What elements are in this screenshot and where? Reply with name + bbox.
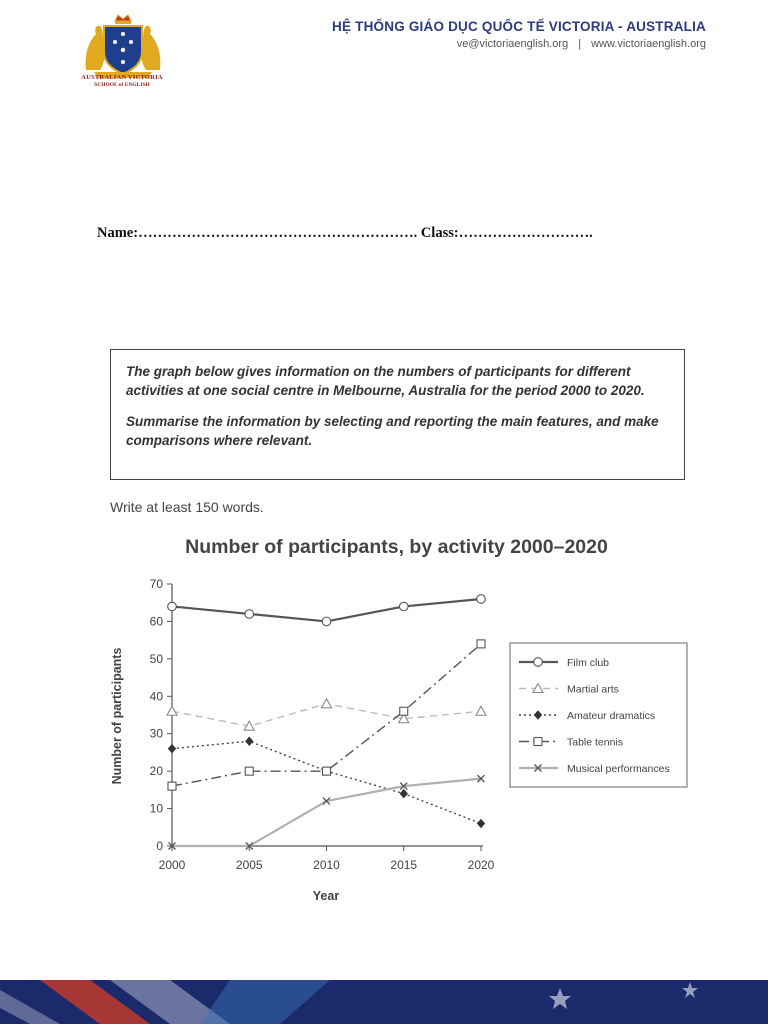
point-table-tennis: [245, 767, 253, 775]
legend-marker-table-tennis: [534, 738, 542, 746]
point-table-tennis: [400, 707, 408, 715]
point-table-tennis: [477, 640, 485, 648]
y-tick-label: 60: [149, 614, 163, 629]
point-film-club: [322, 617, 331, 626]
y-tick-label: 50: [149, 651, 163, 666]
x-tick-label: 2020: [467, 858, 495, 872]
legend-marker-film-club: [534, 658, 543, 667]
x-tick-label: 2010: [313, 858, 340, 872]
y-axis-label: Number of participants: [110, 647, 124, 785]
name-class-line: Name:…………………………………………………. Class:……………………….: [97, 225, 593, 241]
point-martial-arts: [476, 706, 486, 715]
point-amateur-dramatics: [478, 820, 485, 828]
legend-label-film-club: Film club: [567, 657, 610, 669]
header-separator: |: [578, 38, 582, 50]
y-tick-label: 10: [149, 801, 163, 816]
legend-label-table-tennis: Table tennis: [567, 736, 624, 749]
header-email[interactable]: ve@victoriaenglish.org: [456, 38, 569, 50]
task-paragraph-2: Summarise the information by selecting and reporting the main features, and make comparisons where relevant.: [126, 414, 659, 448]
task-paragraph-1: The graph below gives information on the numbers of participants for different activities at one social centre in Melbourne, Australia for the period 2000 to 2020.: [126, 364, 645, 398]
x-tick-label: 2015: [390, 858, 418, 872]
x-tick-label: 2005: [235, 858, 263, 872]
school-subname: SCHOOL of ENGLISH: [94, 82, 150, 88]
series-line-musical-performances: [172, 779, 481, 846]
point-amateur-dramatics: [400, 790, 407, 798]
y-tick-label: 70: [149, 577, 163, 591]
legend-label-martial-arts: Martial arts: [567, 683, 619, 696]
y-tick-label: 40: [149, 689, 163, 704]
legend-label-amateur-dramatics: Amateur dramatics: [567, 710, 656, 722]
point-film-club: [477, 595, 486, 604]
school-name: AUSTRALIAN VICTORIA: [81, 74, 163, 81]
point-table-tennis: [168, 782, 176, 790]
footer-flag-banner: [0, 980, 768, 1024]
y-tick-label: 30: [149, 726, 163, 741]
header-title: HỆ THỐNG GIÁO DỤC QUỐC TẾ VICTORIA - AUSTRALIA: [332, 19, 706, 34]
series-line-table-tennis: [172, 644, 481, 786]
point-film-club: [399, 602, 408, 611]
x-axis-label: Year: [312, 889, 340, 903]
point-amateur-dramatics: [246, 737, 253, 745]
chart-title: Number of participants, by activity 2000–2020: [185, 536, 608, 558]
point-amateur-dramatics: [169, 745, 176, 753]
point-martial-arts: [322, 699, 332, 708]
point-film-club: [168, 602, 177, 611]
point-film-club: [245, 610, 254, 619]
x-tick-label: 2000: [158, 858, 186, 872]
legend-label-musical-performances: Musical performances: [567, 763, 670, 775]
word-count-note: Write at least 150 words.: [110, 499, 264, 515]
point-table-tennis: [323, 767, 331, 775]
header-website[interactable]: www.victoriaenglish.org: [591, 38, 706, 50]
point-martial-arts: [167, 706, 177, 715]
y-tick-label: 20: [149, 764, 163, 779]
y-tick-label: 0: [156, 839, 163, 853]
